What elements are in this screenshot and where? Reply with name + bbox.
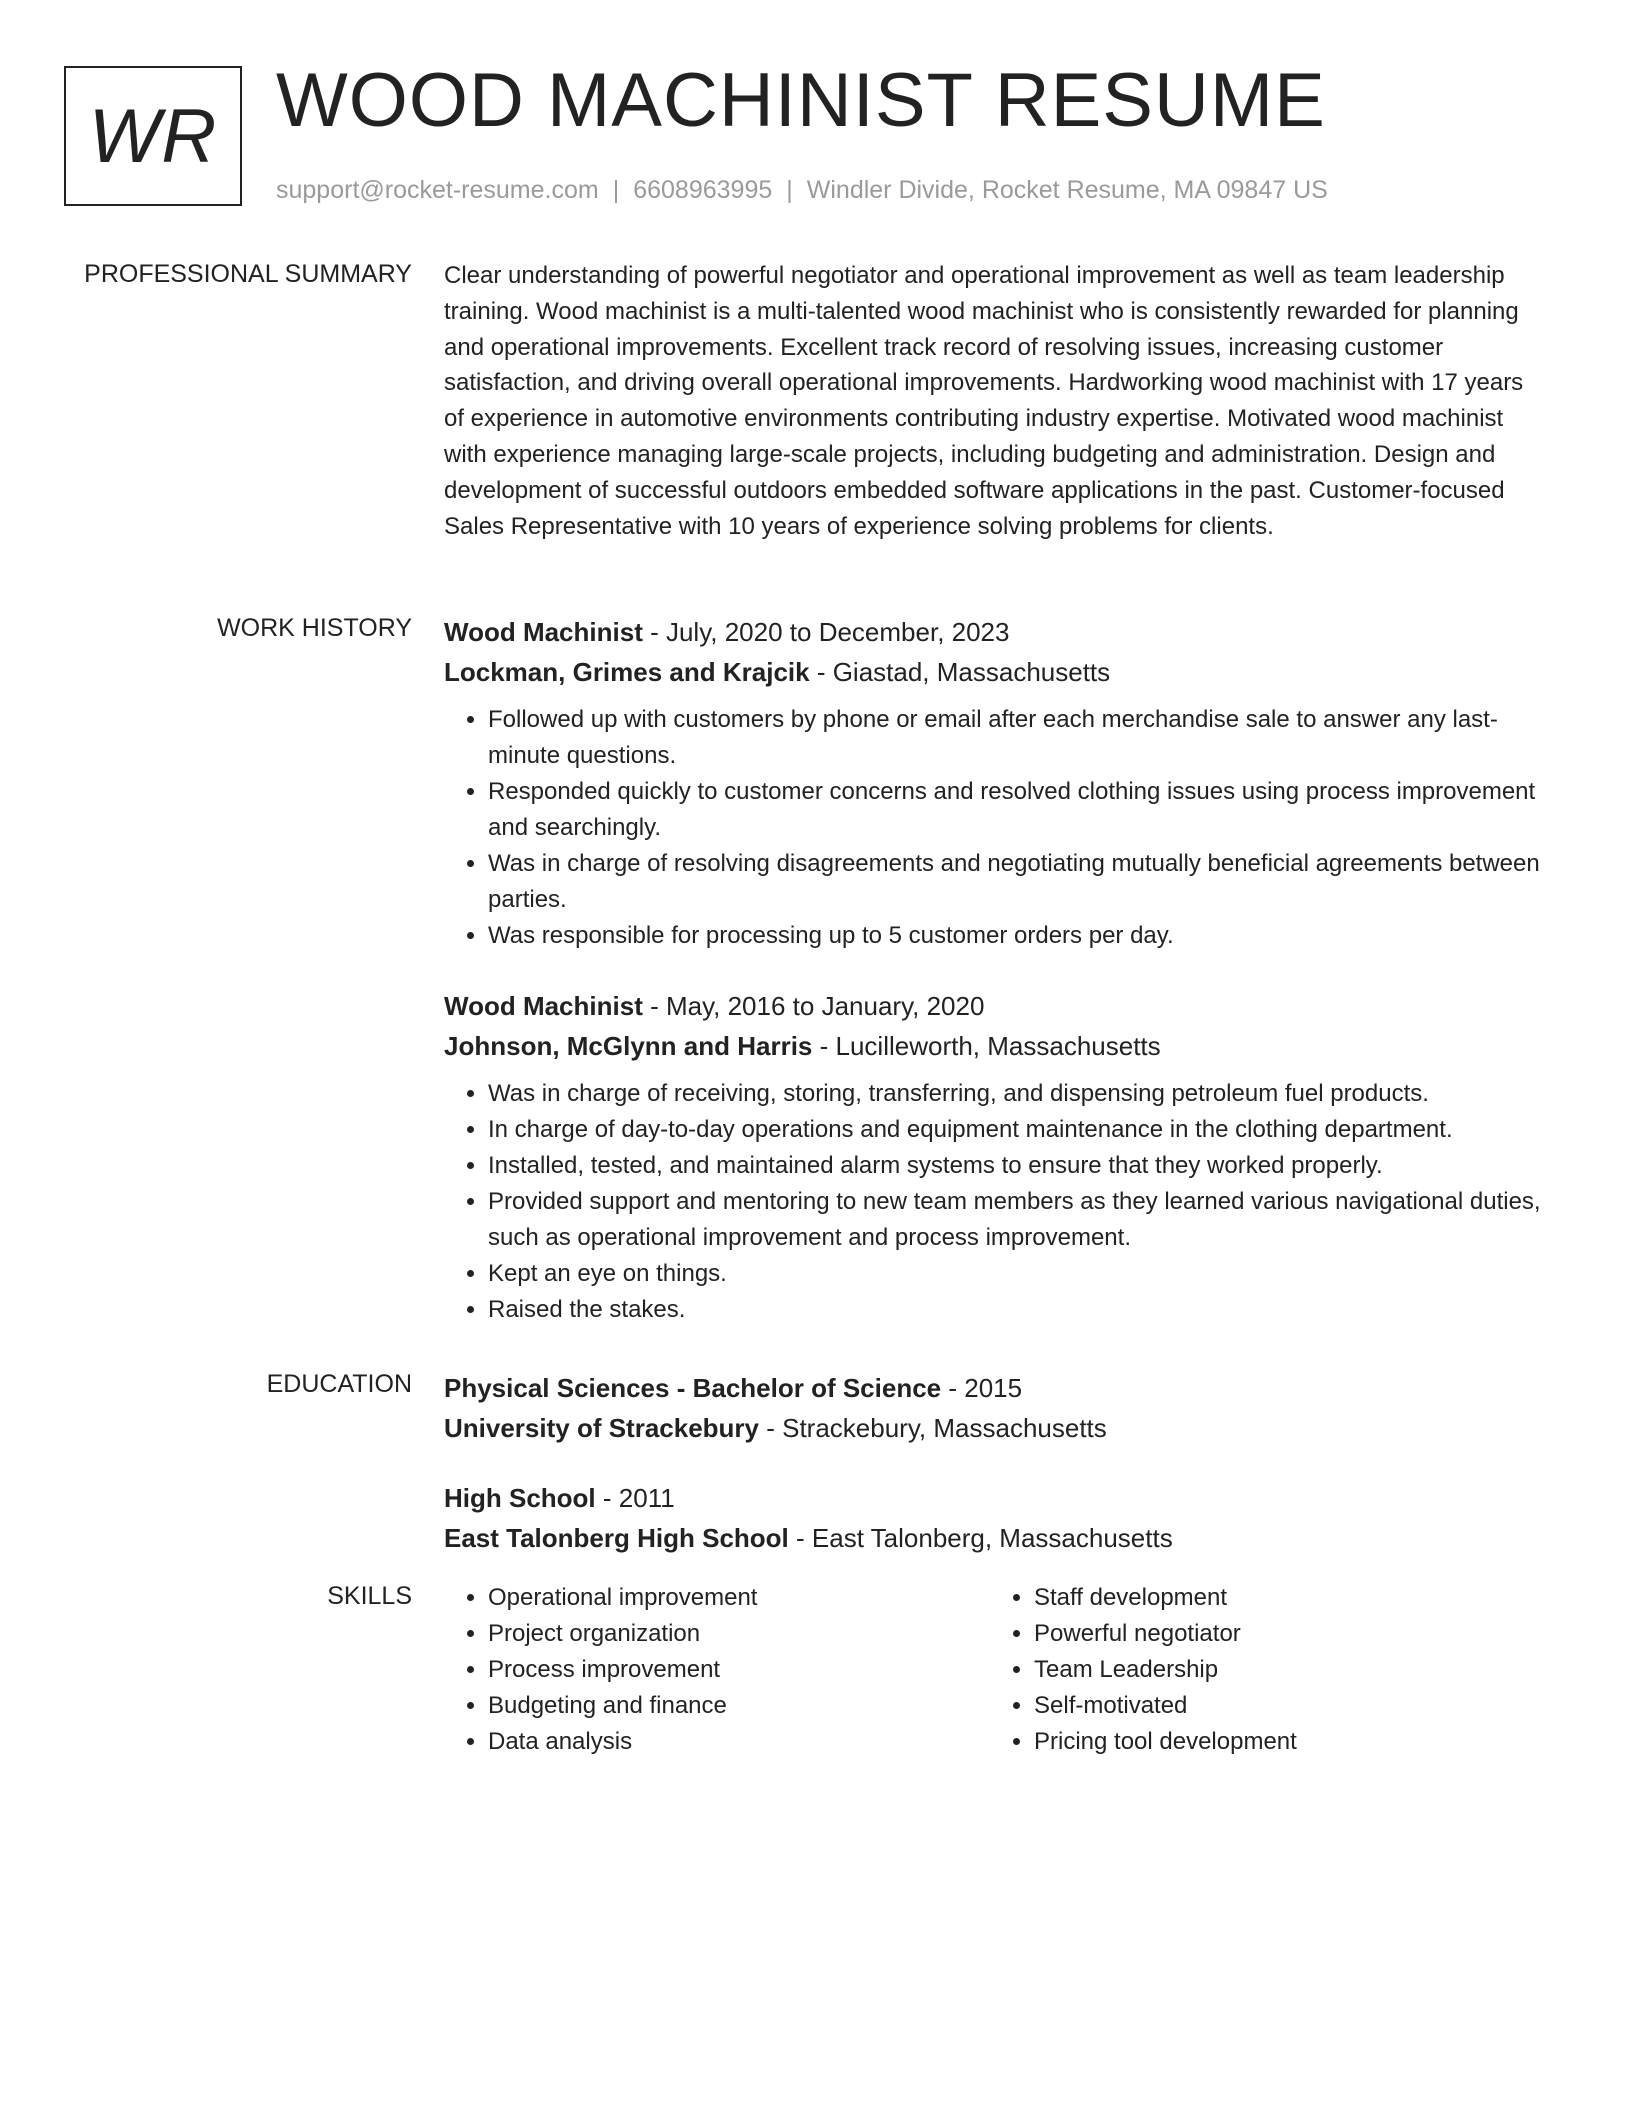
job-company-line xyxy=(444,652,1544,692)
education-entry xyxy=(444,1478,1544,1558)
contact-address: Windler Divide, Rocket Resume, MA 09847 US xyxy=(806,176,1328,204)
education-year: - 2015 xyxy=(941,1373,1023,1403)
summary-text: Clear understanding of powerful negotiator and operational improvement as well as team leadership training. Wood machinist is a multi-talented wood machinist who is consistently rewarded for planning and operational improvements. Excellent track record of resolving issues, increasing customer satisfaction, and driving overall operational improvements. Hardworking wood machinist with 17 years of experience in automotive environments contributing industry expertise. Motivated wood machinist with experience managing large-scale projects, including budgeting and administration. Design and development of successful outdoors embedded software applications in the past. Customer-focused Sales Representative with 10 years of experience solving problems for clients. xyxy=(444,262,1524,540)
contact-line xyxy=(276,174,1328,206)
job-bullet: • Kept an eye on things. xyxy=(488,1256,1544,1292)
education-school: East Talonberg High School xyxy=(444,1523,789,1553)
job-dates: - May, 2016 to January, 2020 xyxy=(642,991,985,1021)
job-bullet: • Provided support and mentoring to new team members as they learned various navigational duties, such as operational improvement and process improvement. xyxy=(488,1184,1544,1256)
job-dates: - July, 2020 to December, 2023 xyxy=(642,617,1010,647)
contact-phone[interactable]: 6608963995 xyxy=(633,176,773,204)
job-title: Wood Machinist xyxy=(444,991,643,1021)
work-history-body xyxy=(444,612,1544,1328)
skill-item: • Staff development xyxy=(1034,1580,1490,1616)
skill-item: • Team Leadership xyxy=(1034,1652,1490,1688)
contact-email[interactable]: support@rocket-resume.com xyxy=(276,176,599,204)
education-degree: High School xyxy=(444,1483,596,1513)
job-bullet: • Was in charge of receiving, storing, transferring, and dispensing petroleum fuel products. xyxy=(488,1076,1544,1112)
job-entry xyxy=(444,986,1544,1328)
job-location: - Giastad, Massachusetts xyxy=(809,657,1111,687)
education-degree-line xyxy=(444,1368,1544,1408)
education-degree-line xyxy=(444,1478,1544,1518)
skills-column-right xyxy=(990,1580,1490,1760)
work-history-label: WORK HISTORY xyxy=(217,614,412,642)
monogram-logo: WR xyxy=(64,66,242,206)
job-bullet: • Was in charge of resolving disagreements and negotiating mutually beneficial agreements between parties. xyxy=(488,846,1544,918)
skill-item: • Powerful negotiator xyxy=(1034,1616,1490,1652)
contact-separator: | xyxy=(786,176,793,204)
skill-item: • Budgeting and finance xyxy=(488,1688,944,1724)
skill-item: • Process improvement xyxy=(488,1652,944,1688)
education-entry xyxy=(444,1368,1544,1448)
education-degree: Physical Sciences - Bachelor of Science xyxy=(444,1373,942,1403)
summary-label: PROFESSIONAL SUMMARY xyxy=(84,260,412,288)
job-company: Johnson, McGlynn and Harris xyxy=(444,1031,813,1061)
education-year: - 2011 xyxy=(595,1483,675,1513)
education-location: - Strackebury, Massachusetts xyxy=(759,1413,1107,1443)
job-title: Wood Machinist xyxy=(444,617,643,647)
skill-item: • Project organization xyxy=(488,1616,944,1652)
job-company: Lockman, Grimes and Krajcik xyxy=(444,657,810,687)
skills-list xyxy=(444,1580,944,1760)
contact-separator: | xyxy=(612,176,620,204)
education-location: - East Talonberg, Massachusetts xyxy=(788,1523,1173,1553)
job-location: - Lucilleworth, Massachusetts xyxy=(812,1031,1161,1061)
job-bullet: • In charge of day-to-day operations and equipment maintenance in the clothing department. xyxy=(488,1112,1544,1148)
job-bullet: • Followed up with customers by phone or email after each merchandise sale to answer any last-minute questions. xyxy=(488,702,1544,774)
skill-item: • Data analysis xyxy=(488,1724,944,1760)
skill-item: • Operational improvement xyxy=(488,1580,944,1616)
skill-item: • Pricing tool development xyxy=(1034,1724,1490,1760)
skills-column-left xyxy=(444,1580,944,1760)
resume-title: WOOD MACHINIST RESUME xyxy=(276,58,1326,143)
job-bullet: • Responded quickly to customer concerns and resolved clothing issues using process improvement and searchingly. xyxy=(488,774,1544,846)
skills-label: SKILLS xyxy=(327,1582,412,1610)
job-bullets xyxy=(444,1076,1544,1328)
education-school-line xyxy=(444,1518,1544,1558)
skills-body xyxy=(444,1580,1544,1780)
summary-body xyxy=(444,258,1544,544)
job-title-line xyxy=(444,612,1544,652)
job-bullet: • Raised the stakes. xyxy=(488,1292,1544,1328)
skill-item: • Self-motivated xyxy=(1034,1688,1490,1724)
job-entry xyxy=(444,612,1544,954)
job-bullets xyxy=(444,702,1544,954)
education-school-line xyxy=(444,1408,1544,1448)
job-bullet: • Was responsible for processing up to 5 customer orders per day. xyxy=(488,918,1544,954)
job-bullet: • Installed, tested, and maintained alarm systems to ensure that they worked properly. xyxy=(488,1148,1544,1184)
job-company-line xyxy=(444,1026,1544,1066)
education-school: University of Strackebury xyxy=(444,1413,760,1443)
job-title-line xyxy=(444,986,1544,1026)
skills-list xyxy=(990,1580,1490,1760)
education-body xyxy=(444,1368,1544,1558)
education-label: EDUCATION xyxy=(266,1370,412,1398)
